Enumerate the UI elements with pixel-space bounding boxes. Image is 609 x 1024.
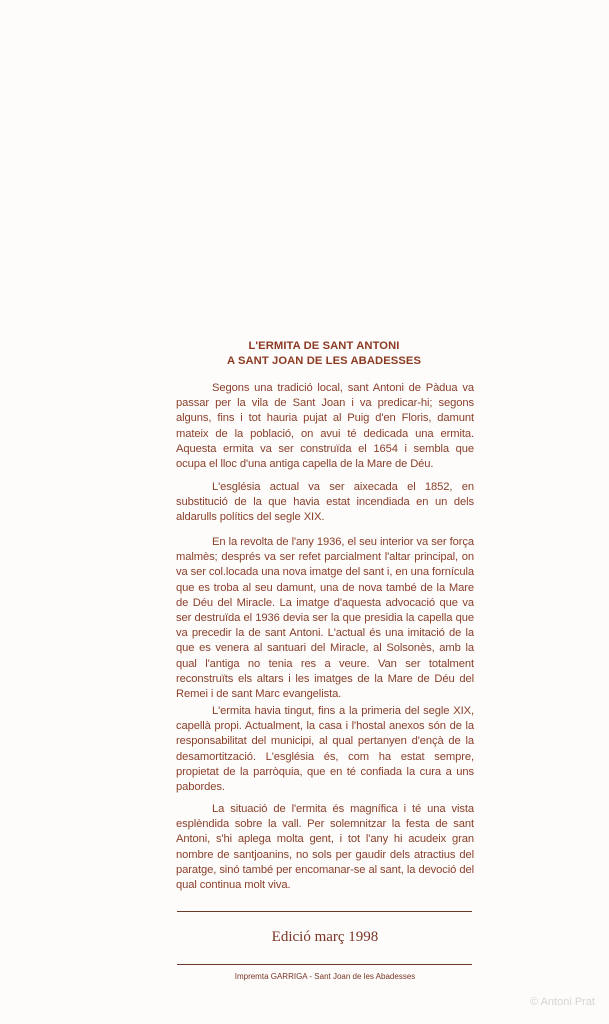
printer-credit: Impremta GARRIGA - Sant Joan de les Abadesses [234,972,416,981]
copyright-watermark: © Antoni Prat [530,996,595,1008]
edition-date: Edició març 1998 [271,929,379,945]
divider-bottom [177,964,472,965]
paragraph-situation: La situació de l'ermita és magnífica i té una vista esplèndida sobre la vall. Per solemnitzar la festa de sant Antoni, s'hi aplega molta gent, i tot l'any hi acudeix gran nombre de santjoanins, no sols per gaudir dels atractius del paratge, sinó també per encomanar-se al sant, la devoció del qual continua molt viva. [176,803,474,892]
document-title-line-1: L'ERMITA DE SANT ANTONI [248,340,400,352]
paragraph-revolt-1936: En la revolta de l'any 1936, el seu interior va ser força malmès; després va ser refet parcialment l'altar principal, on va ser col.locada una nova imatge del sant i, en una fornícula que es troba al seu damunt, una de nova també de la Mare de Déu del Miracle. La imatge d'aquesta advocació que va ser destruïda el 1936 devia ser la que presidia la capella que va precedir la de sant Antoni. L'actual és una imitació de la que es venera al santuari del Miracle, al Solsonès, amb la qual l'antiga no tenia res a veure. Van ser totalment reconstruïts els altars i les imatges de la Mare de Déu del Remei i de sant Marc evangelista. [176,536,474,701]
paragraph-tradition: Segons una tradició local, sant Antoni de Pàdua va passar per la vila de Sant Joan i va predicar-hi; segons alguns, fins i tot hauria pujat al Puig d'en Floris, damunt mateix de la població, on avui té dedicada una ermita. Aquesta ermita va ser construïda el 1654 i sembla que ocupa el lloc d'una antiga capella de la Mare de Déu. [176,382,474,471]
document-title-line-2: A SANT JOAN DE LES ABADESSES [226,355,422,367]
paragraph-chaplain: L'ermita havia tingut, fins a la primeria del segle XIX, capellà propi. Actualment, la casa i l'hostal anexos són de la responsabilitat del municipi, al qual pertanyen d'ençà de la desamortització. L'església és, com ha estat sempre, propietat de la parròquia, que en té confiada la cura a uns pabordes. [176,705,474,794]
divider-top [177,911,472,912]
paragraph-current-church: L'església actual va ser aixecada el 1852, en substitució de la que havia estat incendiada en un dels aldarulls polítics del segle XIX. [176,481,474,524]
